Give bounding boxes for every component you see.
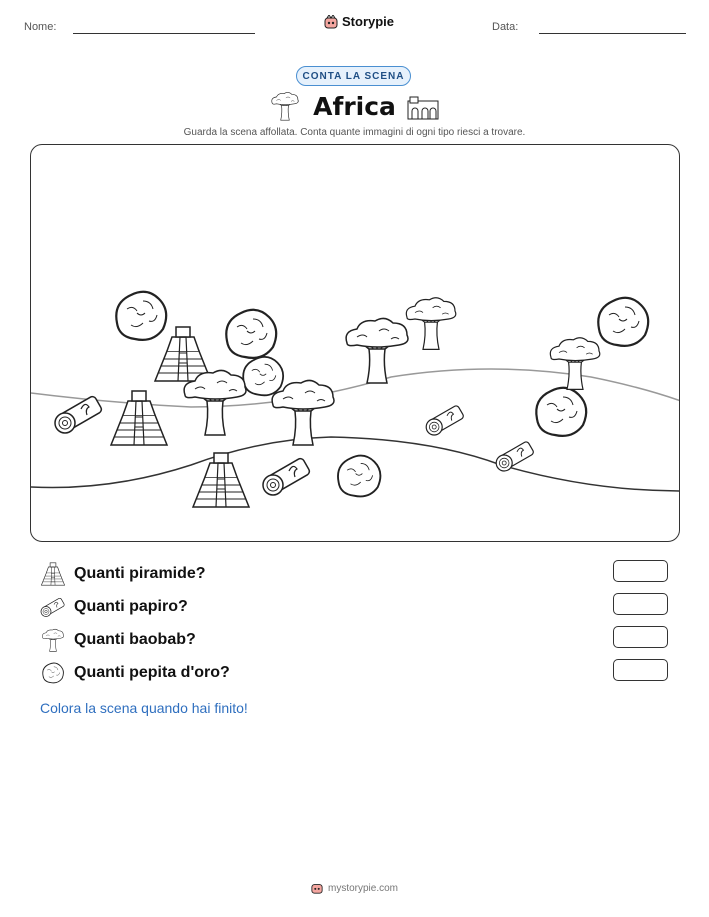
name-label: Nome: bbox=[24, 21, 57, 33]
baobab-4 bbox=[406, 298, 456, 350]
answer-box-scroll[interactable] bbox=[613, 593, 668, 615]
instructions: Guarda la scena affollata. Conta quante immagini di ogni tipo riesci a trovare. bbox=[183, 127, 526, 138]
scroll-1 bbox=[55, 395, 103, 433]
brand-logo bbox=[324, 14, 394, 29]
question-text: Quanti pepita d'oro? bbox=[74, 664, 230, 681]
storypie-logo-icon bbox=[311, 882, 323, 894]
storypie-logo-icon bbox=[324, 15, 338, 29]
nugget-5 bbox=[536, 388, 586, 436]
question-baobab bbox=[40, 628, 196, 652]
question-pyramid bbox=[40, 562, 206, 586]
baobab-5 bbox=[550, 338, 600, 390]
answer-box-nugget[interactable] bbox=[613, 659, 668, 681]
baobab-icon bbox=[40, 628, 66, 652]
scroll-3 bbox=[426, 405, 464, 435]
baobab-3 bbox=[346, 318, 408, 383]
question-nugget bbox=[40, 661, 230, 685]
nugget-3 bbox=[243, 357, 283, 395]
scene-illustration bbox=[31, 145, 680, 542]
scene-badge: CONTA LA SCENA bbox=[296, 66, 411, 86]
scroll-2 bbox=[263, 457, 311, 495]
nugget-icon bbox=[40, 661, 66, 685]
date-line[interactable] bbox=[539, 33, 686, 34]
answer-box-pyramid[interactable] bbox=[613, 560, 668, 582]
pyramid-icon bbox=[40, 562, 66, 586]
name-line[interactable] bbox=[73, 33, 255, 34]
scroll-4 bbox=[496, 441, 534, 471]
ruins-icon bbox=[406, 95, 440, 121]
scene-frame bbox=[30, 144, 680, 542]
date-label: Data: bbox=[492, 21, 519, 33]
question-text: Quanti piramide? bbox=[74, 565, 206, 582]
nugget-4 bbox=[598, 298, 648, 346]
nugget-6 bbox=[338, 456, 380, 497]
scroll-icon bbox=[40, 595, 66, 619]
answer-box-baobab[interactable] bbox=[613, 626, 668, 648]
footer bbox=[0, 882, 709, 894]
question-scroll bbox=[40, 595, 188, 619]
nugget-2 bbox=[226, 310, 276, 358]
baobab-2 bbox=[272, 380, 334, 445]
footer-url[interactable]: mystorypie.com bbox=[327, 882, 398, 894]
page-title: Africa bbox=[313, 92, 396, 121]
pyramid-2 bbox=[111, 391, 167, 445]
nugget-1 bbox=[116, 292, 166, 340]
brand-name: Storypie bbox=[342, 14, 395, 29]
question-text: Quanti baobab? bbox=[74, 631, 196, 648]
coloring-note: Colora la scena quando hai finito! bbox=[40, 700, 248, 716]
question-text: Quanti papiro? bbox=[74, 598, 188, 615]
